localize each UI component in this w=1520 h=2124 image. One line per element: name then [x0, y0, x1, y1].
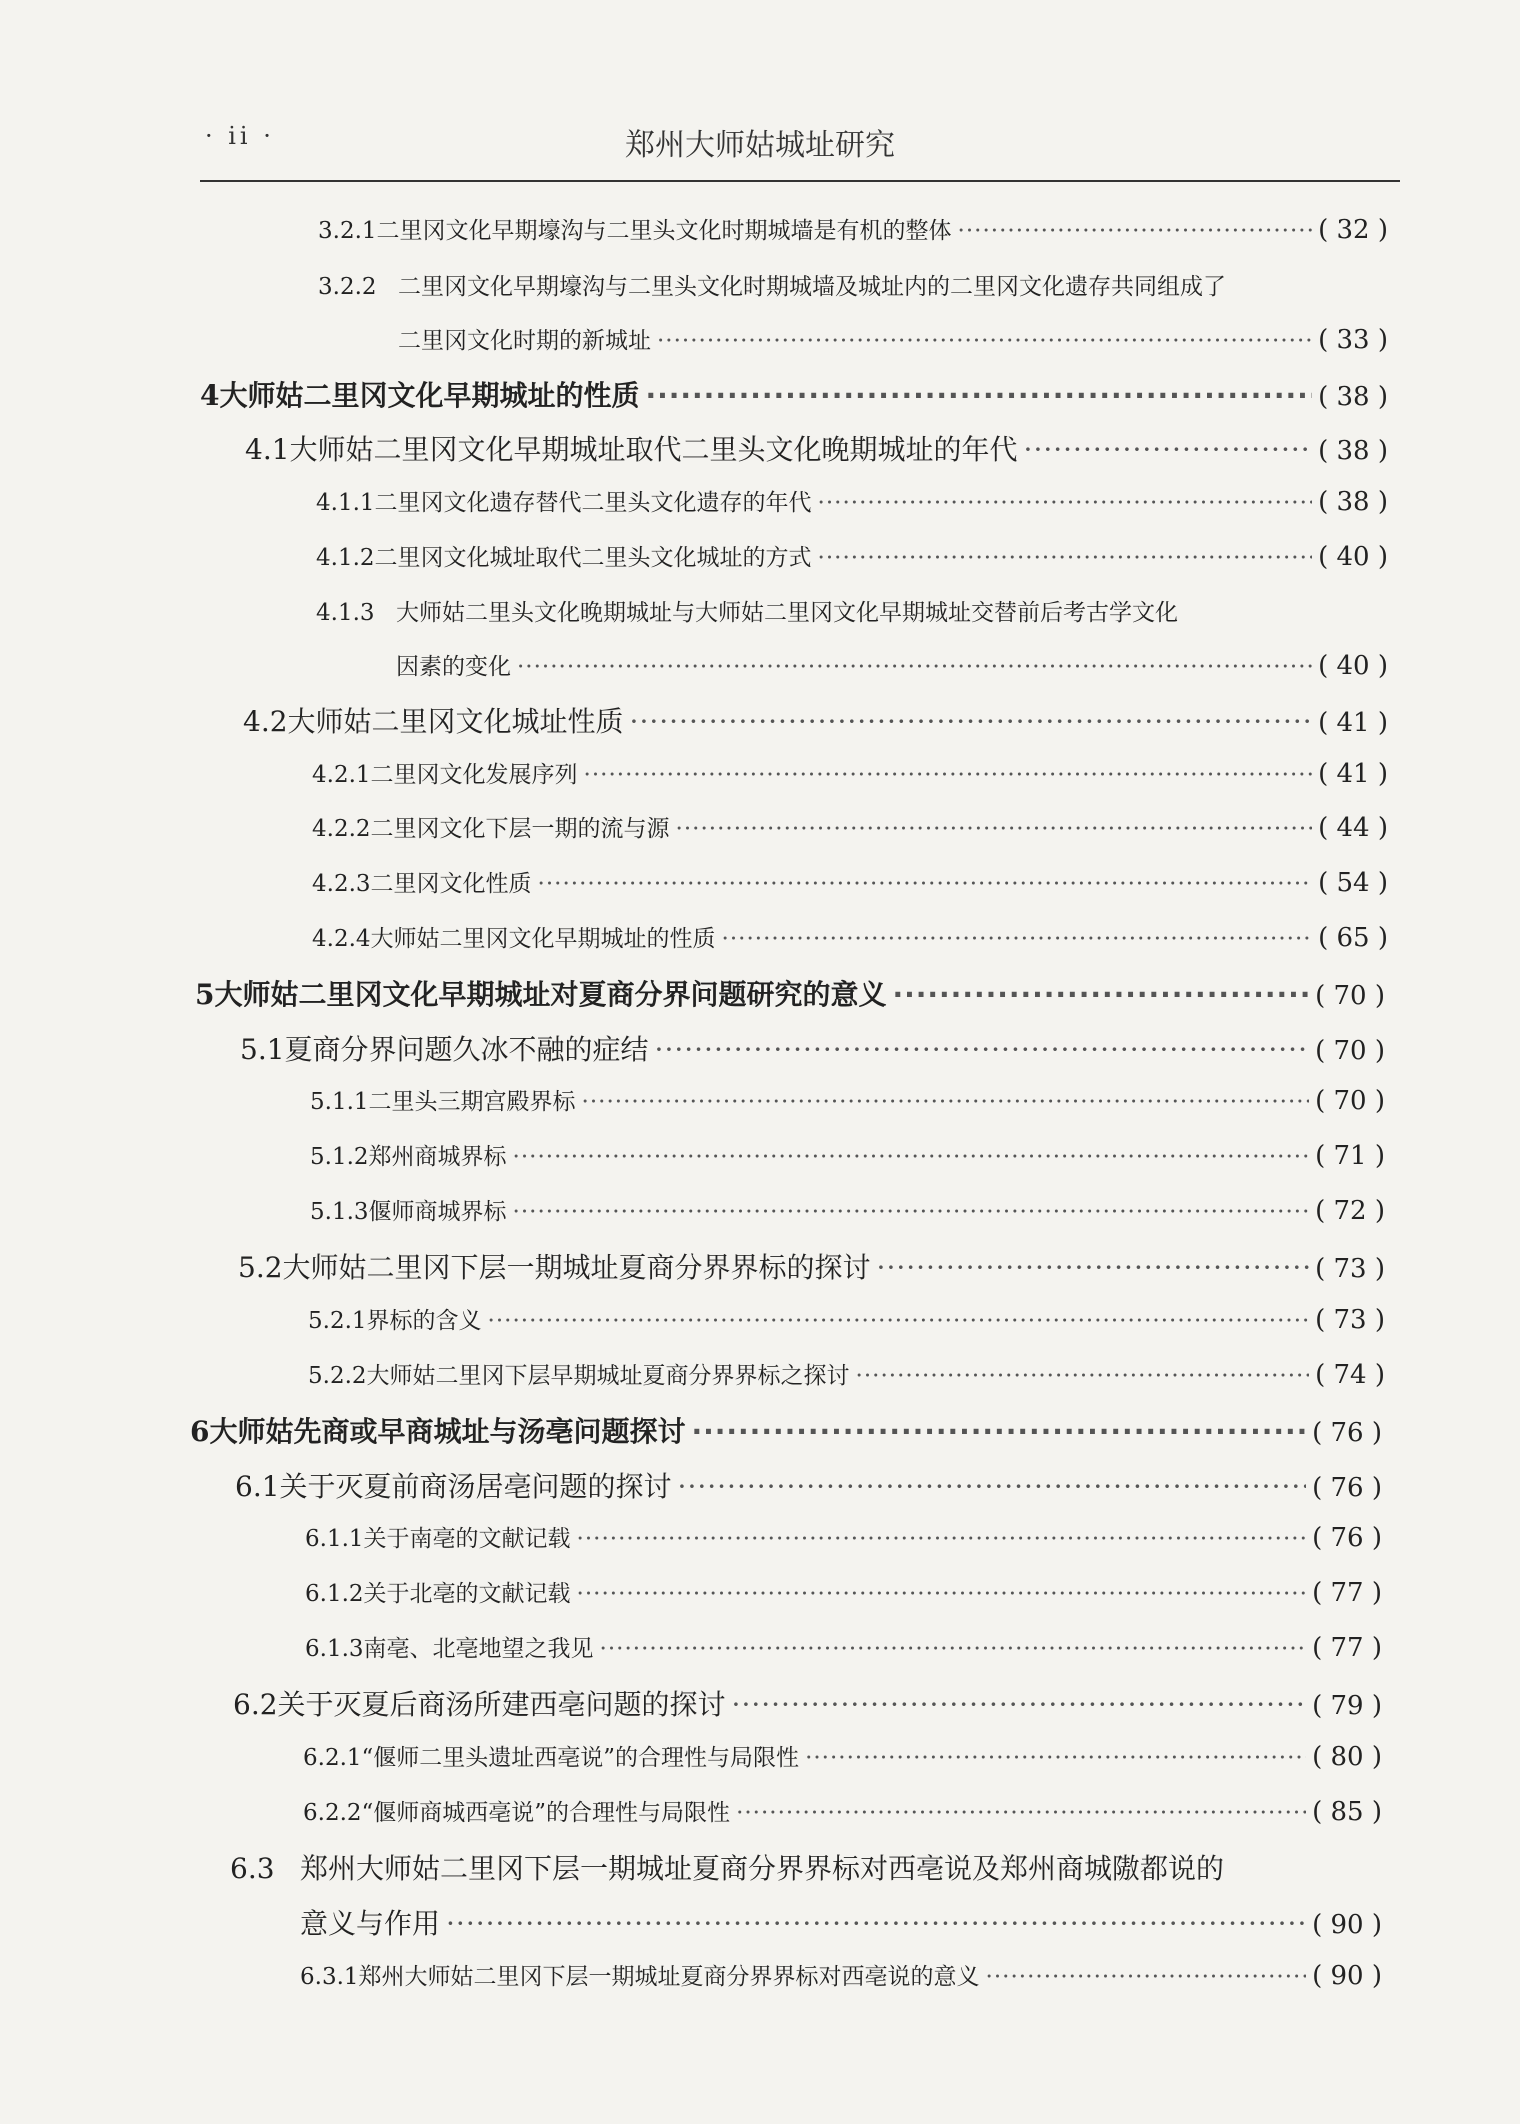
toc-entry-5-1-1[interactable] [310, 1083, 1385, 1116]
dot-leader [877, 1251, 1310, 1284]
dot-leader [630, 705, 1313, 738]
toc-number: 6.3 [230, 1852, 275, 1885]
toc-number: 6.3.1 [300, 1964, 359, 1990]
dot-leader [657, 328, 1312, 354]
dot-leader [584, 762, 1313, 788]
toc-page: ( 38 ) [1318, 436, 1388, 466]
toc-entry-4-2-2[interactable] [312, 810, 1388, 843]
toc-page: ( 74 ) [1315, 1360, 1385, 1390]
dot-leader [513, 1144, 1310, 1170]
running-header-title: 郑州大师姑城址研究 [625, 128, 895, 163]
dot-leader [513, 1199, 1310, 1225]
dot-leader [818, 545, 1313, 571]
toc-page: ( 54 ) [1318, 868, 1388, 898]
toc-page: ( 70 ) [1315, 981, 1385, 1011]
toc-title: 界标的含义 [366, 1308, 482, 1334]
toc-page: ( 32 ) [1318, 215, 1388, 245]
toc-title: 大师姑二里冈文化早期城址取代二里头文化晚期城址的年代 [289, 433, 1018, 466]
toc-number: 5 [195, 978, 215, 1011]
toc-title: “偃师商城西亳说”的合理性与局限性 [361, 1800, 731, 1826]
toc-entry-6-1-3[interactable] [305, 1630, 1382, 1663]
toc-title: 二里冈文化遗存替代二里头文化遗存的年代 [374, 490, 812, 516]
toc-number: 3.2.2 [318, 274, 377, 300]
toc-entry-6-1-2[interactable] [305, 1575, 1382, 1608]
toc-title: 关于南亳的文献记载 [363, 1526, 571, 1552]
toc-page: ( 85 ) [1312, 1797, 1382, 1827]
toc-page: ( 76 ) [1312, 1523, 1382, 1553]
toc-page: ( 80 ) [1312, 1742, 1382, 1772]
toc-title-continued: 因素的变化 [396, 654, 511, 680]
toc-title: 郑州大师姑二里冈下层一期城址夏商分界界标对西亳说及郑州商城隞都说的 [300, 1852, 1225, 1885]
toc-page: ( 40 ) [1318, 651, 1388, 681]
dot-leader [678, 1470, 1307, 1503]
toc-title: 大师姑二里冈文化早期城址的性质 [370, 926, 716, 952]
toc-page: ( 33 ) [1318, 325, 1388, 355]
toc-page: ( 70 ) [1315, 1036, 1385, 1066]
toc-title: 偃师商城界标 [368, 1199, 507, 1225]
toc-entry-4-2-4[interactable] [312, 920, 1388, 953]
toc-number: 6.2.2 [303, 1800, 362, 1826]
toc-title-continued: 二里冈文化时期的新城址 [398, 328, 651, 354]
toc-title: 二里冈文化性质 [370, 871, 532, 897]
toc-page: ( 73 ) [1315, 1254, 1385, 1284]
toc-number: 6 [190, 1415, 210, 1448]
toc-number: 4.1.1 [316, 490, 375, 516]
toc-entry-5-2-2[interactable] [308, 1357, 1385, 1390]
toc-page: ( 38 ) [1318, 487, 1388, 517]
toc-number: 4.2.2 [312, 816, 371, 842]
toc-page: ( 72 ) [1315, 1196, 1385, 1226]
toc-entry-4-2-1[interactable] [312, 756, 1388, 789]
toc-title: 二里冈文化早期壕沟与二里头文化时期城墙及城址内的二里冈文化遗存共同组成了 [398, 274, 1226, 300]
toc-number: 5.1 [240, 1033, 285, 1066]
toc-page: ( 65 ) [1318, 923, 1388, 953]
toc-number: 4.2 [243, 705, 288, 738]
toc-entry-4-1-3-continued[interactable] [396, 648, 1388, 681]
toc-entry-5-2[interactable] [238, 1246, 1385, 1286]
toc-number: 5.2.2 [308, 1363, 367, 1389]
toc-number: 5.1.3 [310, 1199, 369, 1225]
toc-title: 大师姑二里冈文化城址性质 [287, 705, 624, 738]
toc-entry-5[interactable] [195, 973, 1385, 1013]
toc-page: ( 38 ) [1318, 382, 1388, 412]
toc-number: 4.1.3 [316, 600, 375, 626]
toc-entry-3-2-1[interactable] [318, 212, 1388, 245]
toc-entry-6-2-1[interactable] [303, 1739, 1382, 1772]
toc-entry-4-1[interactable] [245, 428, 1388, 468]
toc-entry-5-1[interactable] [240, 1028, 1385, 1068]
toc-number: 5.2 [238, 1251, 283, 1284]
toc-title: 关于灭夏后商汤所建西亳问题的探讨 [277, 1688, 726, 1721]
dot-leader [893, 978, 1310, 1011]
toc-number: 4.2.1 [312, 762, 371, 788]
toc-number: 4 [200, 379, 220, 412]
dot-leader [986, 1964, 1307, 1990]
dot-leader [818, 490, 1313, 516]
toc-title: 二里冈文化发展序列 [370, 762, 578, 788]
toc-title: 关于灭夏前商汤居亳问题的探讨 [279, 1470, 672, 1503]
toc-entry-6-1[interactable] [235, 1465, 1382, 1505]
dot-leader [517, 654, 1312, 680]
toc-number: 6.1 [235, 1470, 280, 1503]
dot-leader [577, 1526, 1307, 1552]
toc-page: ( 40 ) [1318, 542, 1388, 572]
toc-number: 6.1.1 [305, 1526, 364, 1552]
dot-leader [692, 1415, 1307, 1448]
dot-leader [600, 1636, 1307, 1662]
toc-title: 二里头三期宫殿界标 [368, 1089, 576, 1115]
toc-title: 郑州商城界标 [368, 1144, 507, 1170]
toc-page: ( 76 ) [1312, 1418, 1382, 1448]
toc-number: 4.2.3 [312, 871, 371, 897]
toc-entry-6-1-1[interactable] [305, 1520, 1382, 1553]
toc-number: 4.2.4 [312, 926, 371, 952]
toc-entry-6-3-continued[interactable] [300, 1902, 1382, 1942]
dot-leader [538, 871, 1313, 897]
toc-entry-6-3[interactable] [230, 1847, 1382, 1887]
toc-number: 5.1.1 [310, 1089, 369, 1115]
toc-number: 6.2.1 [303, 1745, 362, 1771]
toc-page: ( 41 ) [1318, 708, 1388, 738]
toc-entry-4[interactable] [200, 374, 1388, 414]
dot-leader [856, 1363, 1310, 1389]
toc-page: ( 77 ) [1312, 1633, 1382, 1663]
toc-number: 5.2.1 [308, 1308, 367, 1334]
toc-entry-6-2[interactable] [233, 1683, 1382, 1723]
dot-leader [805, 1745, 1306, 1771]
toc-page: ( 90 ) [1312, 1961, 1382, 1991]
toc-page: ( 77 ) [1312, 1578, 1382, 1608]
dot-leader [446, 1907, 1306, 1940]
dot-leader [1024, 433, 1313, 466]
toc-title-continued: 意义与作用 [300, 1907, 441, 1940]
toc-page: ( 79 ) [1312, 1691, 1382, 1721]
toc-entry-6-2-2[interactable] [303, 1794, 1382, 1827]
toc-page: ( 70 ) [1315, 1086, 1385, 1116]
toc-title: 夏商分界问题久冰不融的症结 [284, 1033, 649, 1066]
toc-entry-6-3-1[interactable] [300, 1958, 1382, 1991]
toc-title: 二里冈文化城址取代二里头文化城址的方式 [374, 545, 812, 571]
toc-number: 6.2 [233, 1688, 278, 1721]
toc-title: 大师姑二里冈下层早期城址夏商分界界标之探讨 [366, 1363, 850, 1389]
dot-leader [655, 1033, 1310, 1066]
toc-page: ( 90 ) [1312, 1910, 1382, 1940]
toc-number: 6.1.3 [305, 1636, 364, 1662]
toc-title: 关于北亳的文献记载 [363, 1581, 571, 1607]
toc-entry-3-2-2[interactable] [318, 268, 1388, 301]
toc-entry-5-1-3[interactable] [310, 1193, 1385, 1226]
toc-title: 南亳、北亳地望之我见 [363, 1636, 594, 1662]
page-number: · ii · [205, 122, 275, 150]
dot-leader [582, 1089, 1310, 1115]
toc-title: 二里冈文化下层一期的流与源 [370, 816, 670, 842]
dot-leader [736, 1800, 1306, 1826]
toc-entry-6[interactable] [190, 1410, 1382, 1450]
toc-entry-4-2-3[interactable] [312, 865, 1388, 898]
toc-title: 郑州大师姑二里冈下层一期城址夏商分界界标对西亳说的意义 [358, 1964, 980, 1990]
toc-entry-4-2[interactable] [243, 700, 1388, 740]
toc-page: ( 41 ) [1318, 759, 1388, 789]
toc-title: 二里冈文化早期壕沟与二里头文化时期城墙是有机的整体 [376, 218, 952, 244]
toc-page: ( 44 ) [1318, 813, 1388, 843]
dot-leader [488, 1308, 1310, 1334]
toc-title: 大师姑先商或早商城址与汤亳问题探讨 [209, 1415, 686, 1448]
dot-leader [722, 926, 1313, 952]
toc-number: 5.1.2 [310, 1144, 369, 1170]
toc-entry-5-1-2[interactable] [310, 1138, 1385, 1171]
toc-title: “偃师二里头遗址西亳说”的合理性与局限性 [361, 1745, 800, 1771]
toc-title: 大师姑二里冈文化早期城址对夏商分界问题研究的意义 [214, 978, 887, 1011]
toc-entry-3-2-2-continued[interactable] [398, 322, 1388, 355]
dot-leader [646, 379, 1313, 412]
dot-leader [676, 816, 1313, 842]
toc-number: 4.1 [245, 433, 290, 466]
toc-entry-4-1-2[interactable] [316, 539, 1388, 572]
toc-number: 4.1.2 [316, 545, 375, 571]
toc-number: 3.2.1 [318, 218, 377, 244]
toc-page: ( 73 ) [1315, 1305, 1385, 1335]
toc-page: ( 76 ) [1312, 1473, 1382, 1503]
dot-leader [958, 218, 1313, 244]
toc-title: 大师姑二里冈下层一期城址夏商分界界标的探讨 [282, 1251, 871, 1284]
toc-title: 大师姑二里冈文化早期城址的性质 [219, 379, 640, 412]
toc-entry-5-2-1[interactable] [308, 1302, 1385, 1335]
toc-entry-4-1-1[interactable] [316, 484, 1388, 517]
toc-title: 大师姑二里头文化晚期城址与大师姑二里冈文化早期城址交替前后考古学文化 [396, 600, 1178, 626]
toc-number: 6.1.2 [305, 1581, 364, 1607]
toc-entry-4-1-3[interactable] [316, 594, 1388, 627]
dot-leader [577, 1581, 1307, 1607]
toc-page: ( 71 ) [1315, 1141, 1385, 1171]
dot-leader [732, 1688, 1307, 1721]
